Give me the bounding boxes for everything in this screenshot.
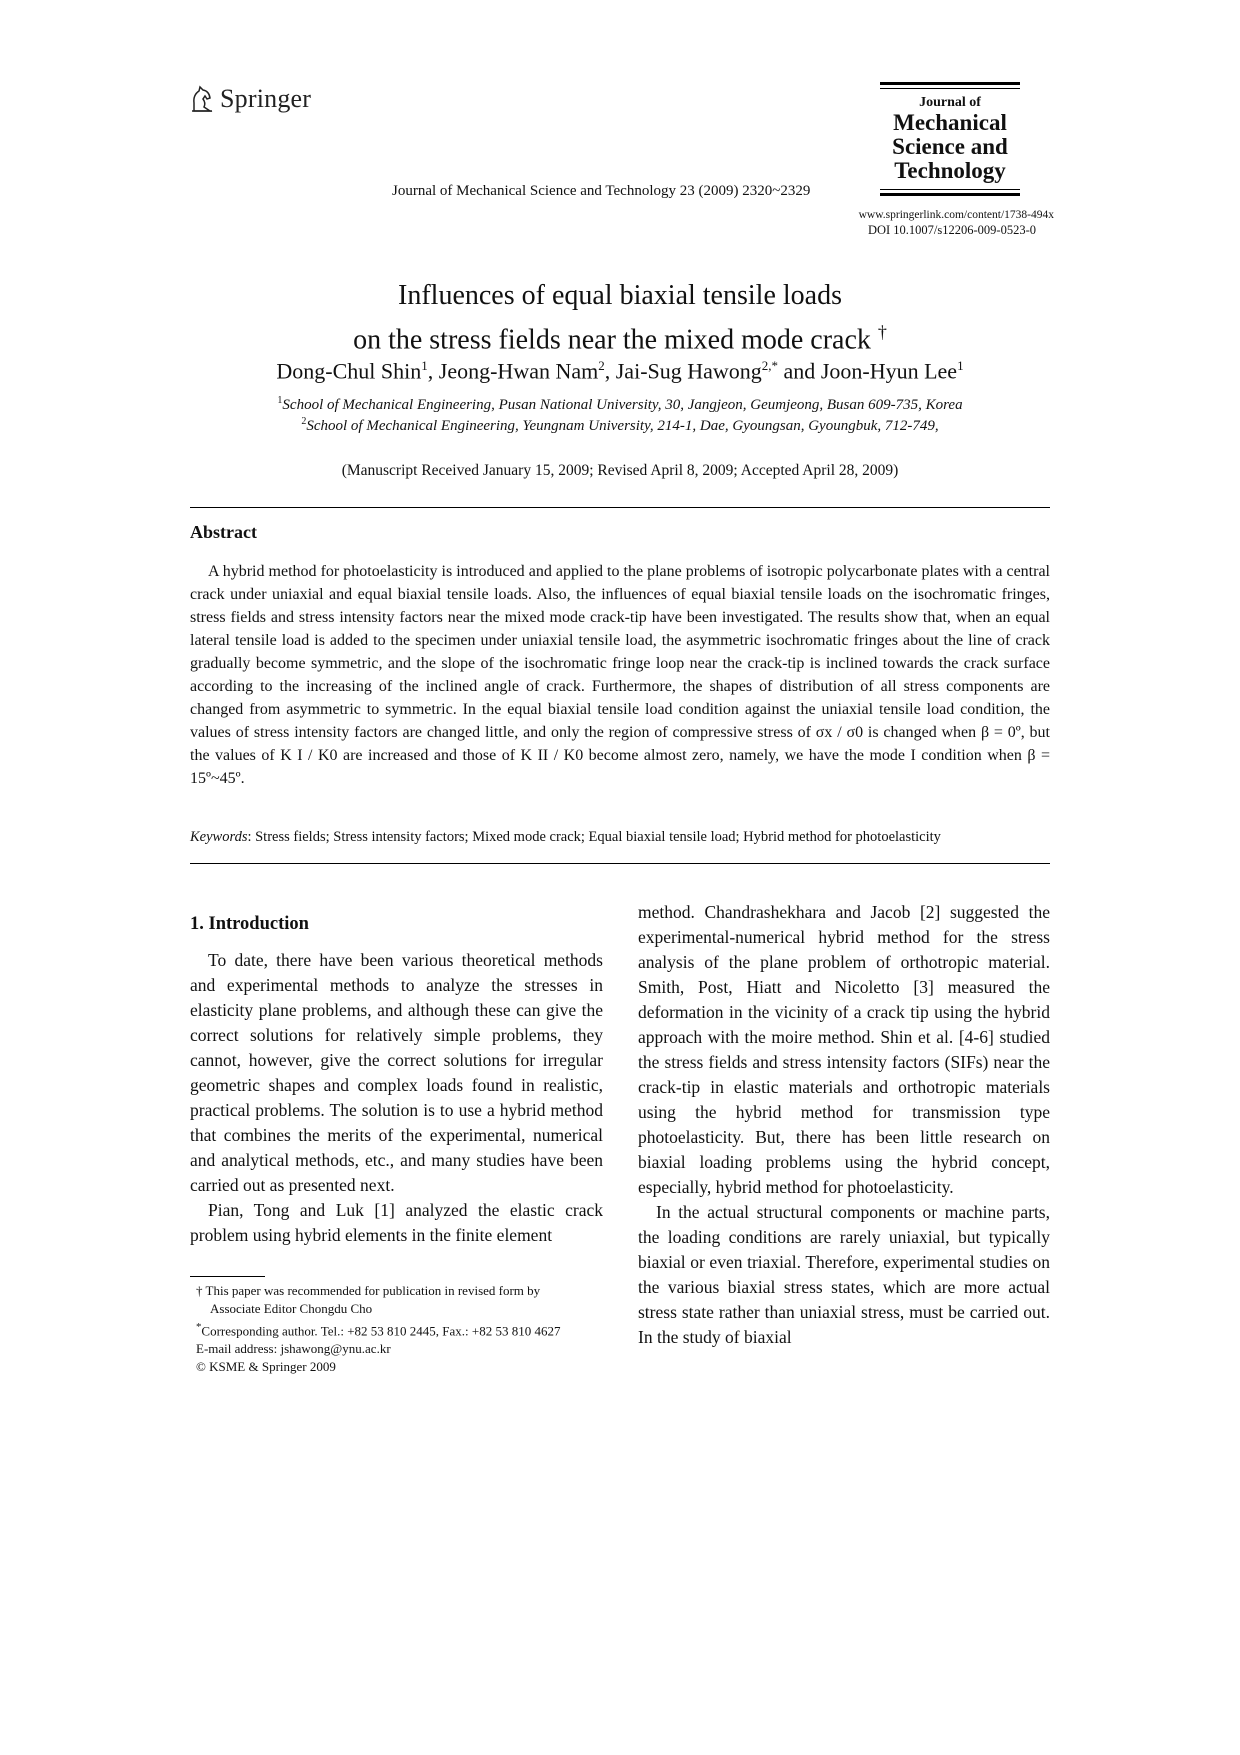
author-separator: , xyxy=(427,358,439,384)
footnote-editor: Associate Editor Chongdu Cho xyxy=(210,1301,373,1316)
journal-box-line: Science and xyxy=(892,134,1008,159)
footnote-rule xyxy=(190,1276,265,1277)
footnote-mark: * xyxy=(196,1321,202,1333)
journal-box xyxy=(880,82,1020,196)
footnote-corresponding-text: Corresponding author. Tel.: +82 53 810 2445, Fax.: +82 53 810 4627 xyxy=(201,1323,561,1339)
keywords xyxy=(190,829,1050,846)
journal-box-line: Technology xyxy=(894,158,1006,183)
keywords-label: Keywords xyxy=(190,829,248,845)
body-paragraph: method. Chandrashekhara and Jacob [2] suggested the experimental-numerical hybrid method for the stress analysis of the plane problem of orthotropic material. Smith, Post, Hiatt and Nicoletto [3] measured the deformation in the vicinity of a crack tip using the hybrid approach with the moire method. Shin et al. [4-6] studied the stress fields and stress intensity factors (SIFs) near the crack-tip in elastic materials and orthotropic materials using the hybrid method for transmission type photoelasticity. But, there has been little research on biaxial loading problems using the hybrid concept, especially, hybrid method for photoelasticity. xyxy=(638,902,1050,1197)
springer-horse-icon xyxy=(190,85,214,113)
affiliation xyxy=(190,395,1050,414)
journal-box-rule xyxy=(880,189,1020,190)
journal-citation: Journal of Mechanical Science and Technology 23 (2009) 2320~2329 xyxy=(392,183,811,199)
affiliation-text: School of Mechanical Engineering, Pusan National University, 30, Jangjeon, Geumjeong, Busan 609-735, Korea xyxy=(282,397,963,413)
journal-box-rule xyxy=(880,193,1020,196)
author-affiliation-mark: 1 xyxy=(957,358,964,373)
footnote-corresponding xyxy=(196,1318,601,1340)
abstract-body xyxy=(190,560,1050,790)
journal-box-line: Journal of xyxy=(919,95,981,110)
journal-box-line: Mechanical xyxy=(893,110,1007,135)
section-heading: 1. Introduction xyxy=(190,914,309,934)
doi: DOI 10.1007/s12206-009-0523-0 xyxy=(867,223,1036,237)
author-list xyxy=(190,358,1050,384)
title-line-2 xyxy=(190,314,1050,358)
divider xyxy=(190,507,1050,508)
author-separator: , xyxy=(604,358,616,384)
journal-box-rule xyxy=(880,88,1020,89)
footnote-copyright: © KSME & Springer 2009 xyxy=(196,1359,336,1375)
springer-wordmark: Springer xyxy=(220,84,312,113)
abstract-paragraph: A hybrid method for photoelasticity is introduced and applied to the plane problems of isotropic polycarbonate plates with a central crack under uniaxial and equal biaxial tensile loads. Also, the influences of equal biaxial tensile loads on the isochromatic fringes, stress fields and stress intensity factors near the mixed mode crack-tip have been investigated. The results show that, when an equal lateral tensile load is added to the specimen under uniaxial tensile load, the asymmetric isochromatic fringes about the line of crack gradually become symmetric, and the slope of the isochromatic fringe loop near the crack-tip is inclined towards the crack surface according to the increasing of the inclined angle of crack. Furthermore, the shapes of distribution of all stress components are changed from asymmetric to symmetric. In the equal biaxial tensile load condition against the uniaxial tensile load condition, the values of stress intensity factors are changed little, and only the region of compressive stress of σx / σ0 is changed when β = 0º, but the values of K I / K0 are increased and those of K II / K0 become almost zero, namely, we have the mode I condition when β = 15º~45º. xyxy=(190,563,1050,787)
divider xyxy=(190,863,1050,864)
abstract-heading: Abstract xyxy=(190,522,257,542)
body-column-left xyxy=(190,948,603,1248)
paper-title xyxy=(190,278,1050,358)
author-name: Dong-Chul Shin xyxy=(276,358,422,384)
affiliation xyxy=(190,416,1050,435)
author-name: Jeong-Hwan Nam xyxy=(438,358,599,384)
affiliation-number: 1 xyxy=(277,395,283,406)
affiliation-text: School of Mechanical Engineering, Yeungnam University, 214-1, Dae, Gyoungsan, Gyoungbuk, 712-749, xyxy=(306,418,939,434)
springer-logo xyxy=(190,84,311,114)
author-affiliation-mark: 1 xyxy=(421,358,428,373)
author-affiliation-mark: 2 xyxy=(598,358,605,373)
author-name: Jai-Sug Hawong xyxy=(615,358,762,384)
author-affiliation-mark: 2,* xyxy=(761,358,779,373)
title-line-2-text: on the stress fields near the mixed mode crack xyxy=(353,324,871,356)
footnote-recommendation: † This paper was recommended for publication in revised form by xyxy=(196,1283,541,1298)
author-name: Joon-Hyun Lee xyxy=(820,358,958,384)
footnotes xyxy=(196,1282,601,1376)
title-line-1: Influences of equal biaxial tensile loads xyxy=(398,280,842,311)
affiliation-number: 2 xyxy=(301,416,307,427)
title-dagger: † xyxy=(877,322,887,342)
body-paragraph: Pian, Tong and Luk [1] analyzed the elastic crack problem using hybrid elements in the finite element xyxy=(190,1200,603,1245)
journal-url[interactable]: www.springerlink.com/content/1738-494x xyxy=(858,209,1054,221)
manuscript-dates: (Manuscript Received January 15, 2009; Revised April 8, 2009; Accepted April 28, 2009) xyxy=(341,462,899,479)
body-column-right xyxy=(638,900,1050,1350)
author-separator: and xyxy=(778,358,821,384)
body-paragraph: In the actual structural components or machine parts, the loading conditions are rarely uniaxial, but typically biaxial or even triaxial. Therefore, experimental studies on the various biaxial stress states, which are more actual stress state rather than uniaxial stress, must be carried out. In the study of biaxial xyxy=(638,1202,1050,1347)
body-paragraph: To date, there have been various theoretical methods and experimental methods to analyze the stresses in elasticity plane problems, and although these can give the correct solutions for relatively simple problems, they cannot, however, give the correct solutions for irregular geometric shapes and complex loads found in realistic, practical problems. The solution is to use a hybrid method that combines the merits of the experimental, numerical and analytical methods, etc., and many studies have been carried out as presented next. xyxy=(190,950,603,1195)
footnote-email: E-mail address: jshawong@ynu.ac.kr xyxy=(196,1341,391,1357)
keywords-text: : Stress fields; Stress intensity factors; Mixed mode crack; Equal biaxial tensile load; Hybrid method for photoelasticity xyxy=(247,829,941,845)
journal-box-rule xyxy=(880,82,1020,85)
